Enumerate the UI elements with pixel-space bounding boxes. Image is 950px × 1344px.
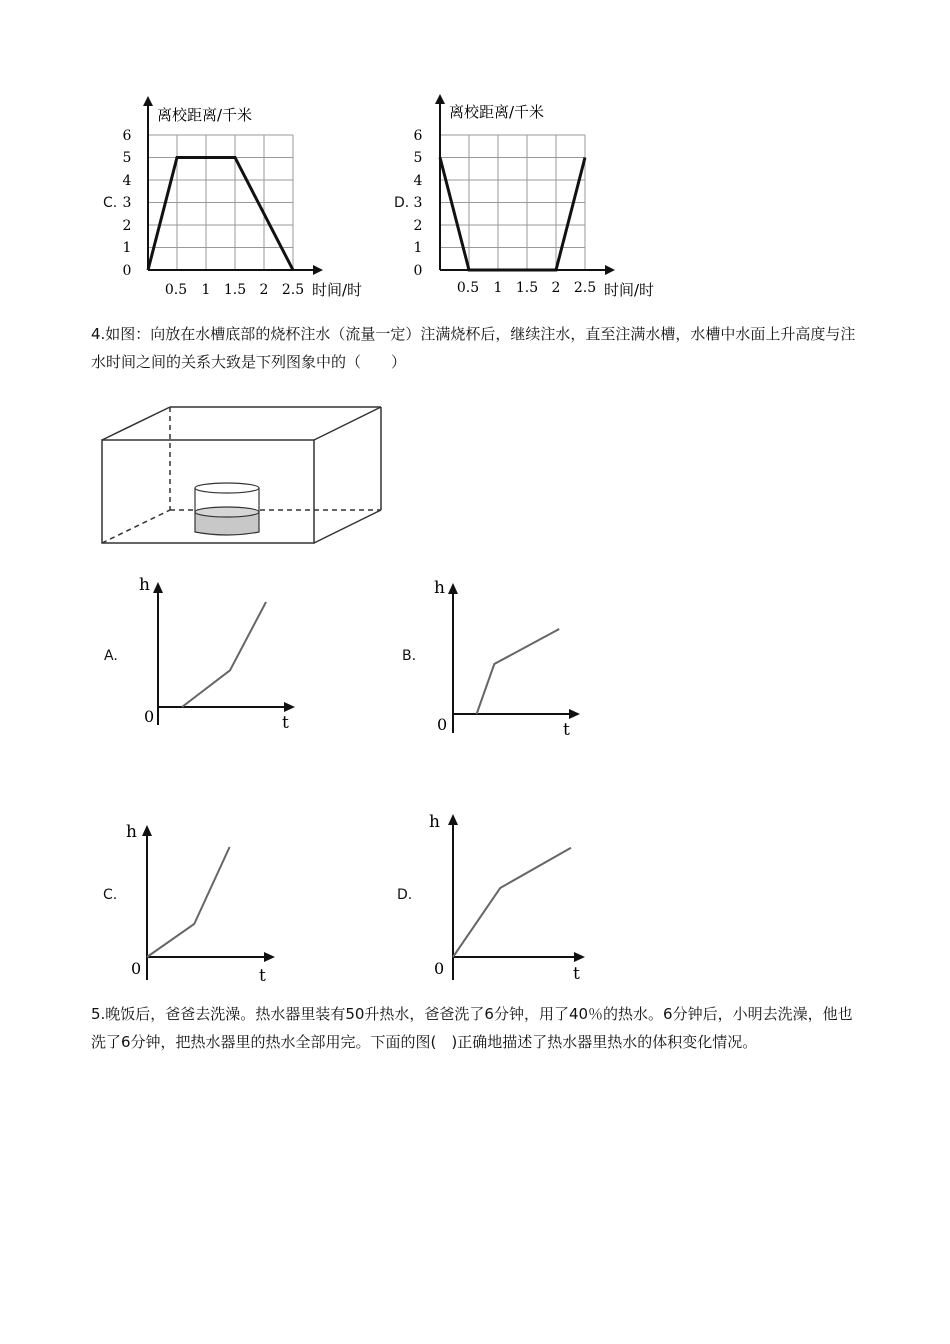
x-arrow-icon [574,952,585,962]
y-tick: 1 [122,240,132,256]
data-line [147,847,230,957]
option-d-label: D. [394,195,410,211]
x-tick: 2.5 [281,282,305,298]
graph-a [130,570,310,735]
x-tick: 2 [259,282,269,298]
graph-d [425,810,605,985]
x-tick: 1 [493,280,503,296]
data-line [148,158,293,271]
y-tick: 0 [122,263,132,279]
data-line [453,848,571,957]
origin-label: 0 [131,959,142,978]
x-arrow-icon [605,265,615,275]
h-label: h [434,578,445,598]
x-arrow-icon [284,702,295,712]
graph-a-label: A. [104,648,118,664]
distance-chart-d [410,90,680,302]
graph-d-label: D. [397,887,413,903]
x-tick: 1.5 [223,282,247,298]
y-axis-label: 离校距离/千米 [449,103,545,121]
t-label: t [282,713,289,733]
x-axis-label: 时间/时 [312,281,363,299]
h-label: h [429,812,440,832]
y-arrow-icon [435,94,445,104]
origin-label: 0 [434,959,445,978]
graph-b-label: B. [402,648,417,664]
y-tick: 6 [122,128,132,144]
x-tick: 0.5 [456,280,480,296]
t-label: t [573,964,580,984]
origin-label: 0 [437,715,448,734]
option-c-label: C. [103,195,118,211]
x-arrow-icon [313,265,323,275]
y-tick: 0 [413,263,423,279]
x-tick: 2.5 [573,280,597,296]
t-label: t [563,720,570,740]
x-arrow-icon [264,952,275,962]
y-tick: 1 [413,240,423,256]
distance-chart-c [118,92,388,302]
y-arrow-icon [143,96,153,106]
x-arrow-icon [569,709,580,719]
y-tick: 6 [413,128,423,144]
data-line [477,629,560,714]
graph-b [425,575,605,740]
y-tick: 3 [413,195,423,211]
t-label: t [259,966,266,985]
origin-label: 0 [144,707,155,726]
y-tick: 4 [122,173,132,189]
y-tick: 5 [413,150,423,166]
tank-diagram [90,400,390,550]
question-4-text: 4.如图：向放在水槽底部的烧杯注水（流量一定）注满烧杯后，继续注水，直至注满水槽，水槽中水面上升高度与注水时间之间的关系大致是下列图象中的（ ） [91,325,856,371]
y-arrow-icon [142,825,152,836]
y-tick: 2 [122,218,132,234]
h-label: h [126,822,137,842]
y-axis-label: 离校距离/千米 [157,106,253,124]
data-line [182,602,266,707]
x-tick: 1.5 [515,280,539,296]
x-axis-label: 时间/时 [604,281,655,299]
beaker [195,483,259,535]
y-tick: 3 [122,195,132,211]
x-tick: 2 [551,280,561,296]
x-tick: 0.5 [164,282,188,298]
data-line [440,158,585,271]
question-5-text: 5.晚饭后，爸爸去洗澡。热水器里装有50升热水，爸爸洗了6分钟，用了40％的热水。6分钟后，小明去洗澡，他也洗了6分钟，把热水器里的热水全部用完。下面的图( )正确地描述了热水器里热水的体积变化情况。 [91,1005,853,1051]
y-tick: 5 [122,150,132,166]
y-tick: 4 [413,173,423,189]
y-tick: 2 [413,218,423,234]
x-tick: 1 [201,282,211,298]
y-arrow-icon [448,583,458,594]
y-arrow-icon [448,814,458,825]
graph-c-label: C. [103,887,118,903]
h-label: h [139,575,150,595]
graph-c [120,815,300,985]
y-arrow-icon [153,582,163,593]
